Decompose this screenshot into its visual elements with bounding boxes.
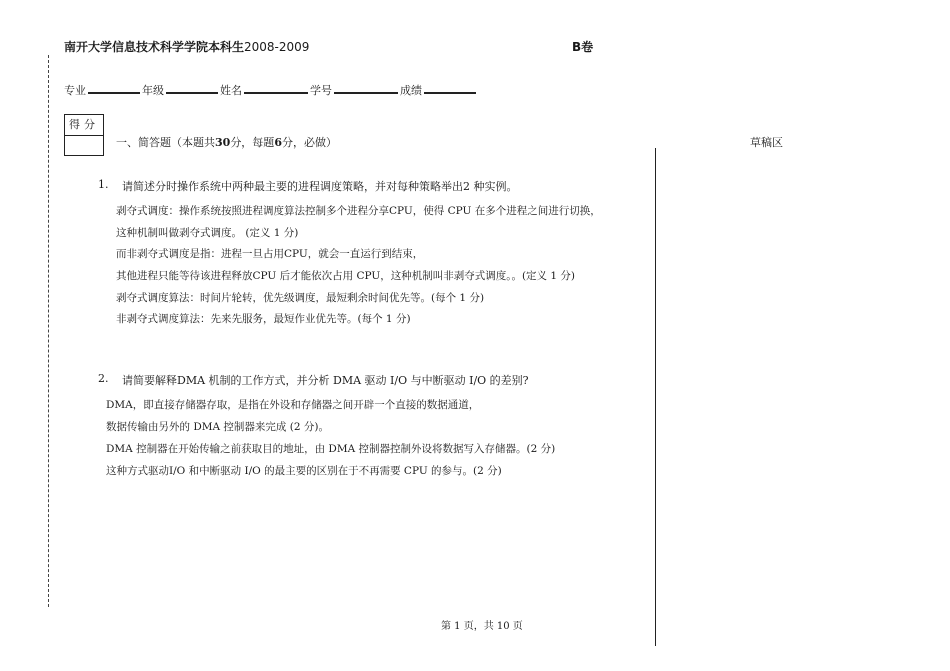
student-id-blank xyxy=(334,82,398,94)
answer-line: 这种方式驱动I/O 和中断驱动 I/O 的最主要的区别在于不再需要 CPU 的参与。(2 分) xyxy=(106,465,502,477)
answer-line: 其他进程只能等待该进程释放CPU 后才能依次占用 CPU，这种机制叫非剥夺式调度。。(定义 1 分) xyxy=(116,270,575,282)
draft-divider xyxy=(655,148,656,646)
draft-area-label: 草稿区 xyxy=(750,136,783,149)
academic-year: 2008-2009 xyxy=(244,40,310,54)
answer-line: 剥夺式调度算法：时间片轮转，优先级调度，最短剩余时间优先等。(每个 1 分) xyxy=(116,292,485,304)
school-title: 南开大学信息技术科学学院本科生 xyxy=(64,40,245,54)
answer-line: 非剥夺式调度算法：先来先服务，最短作业优先等。(每个 1 分) xyxy=(116,313,411,325)
name-blank xyxy=(244,82,308,94)
answer-line: DMA，即直接存储器存取，是指在外设和存储器之间开辟一个直接的数据通道， xyxy=(106,399,480,411)
question-2-number: 2. xyxy=(98,372,109,385)
score-label: 成绩 xyxy=(400,84,422,97)
score-box xyxy=(64,114,104,156)
grade-blank xyxy=(166,82,218,94)
question-1-number: 1. xyxy=(98,178,109,191)
answer-line: DMA 控制器在开始传输之前获取目的地址，由 DMA 控制器控制外设将数据写入存储器。(2 分) xyxy=(106,443,556,455)
major-blank xyxy=(88,82,140,94)
major-label: 专业 xyxy=(64,84,86,97)
answer-line: 剥夺式调度：操作系统按照进程调度算法控制多个进程分享CPU，使得 CPU 在多个进程之间进行切换， xyxy=(116,205,601,217)
student-info-row xyxy=(64,82,478,98)
section-title: 一、简答题（本题共30分，每题6分，必做） xyxy=(116,136,337,149)
exam-header xyxy=(64,38,309,55)
question-2-text: 请简要解释DMA 机制的工作方式，并分析 DMA 驱动 I/O 与中断驱动 I/O 的差别? xyxy=(122,374,529,387)
score-box-label: 得分 xyxy=(65,115,103,136)
name-label: 姓名 xyxy=(220,84,242,97)
student-id-label: 学号 xyxy=(310,84,332,97)
paper-version: B卷 xyxy=(572,40,594,54)
grade-label: 年级 xyxy=(142,84,164,97)
score-blank xyxy=(424,82,476,94)
answer-line: 数据传输由另外的 DMA 控制器来完成 (2 分)。 xyxy=(106,421,329,433)
answer-line: 这种机制叫做剥夺式调度。 (定义 1 分) xyxy=(116,227,299,239)
page-number: 第 1 页，共 10 页 xyxy=(441,621,523,632)
binding-dashed-line xyxy=(48,55,49,607)
question-1-text: 请简述分时操作系统中两种最主要的进程调度策略，并对每种策略举出2 种实例。 xyxy=(122,180,518,193)
answer-line: 而非剥夺式调度是指：进程一旦占用CPU，就会一直运行到结束， xyxy=(116,248,424,260)
